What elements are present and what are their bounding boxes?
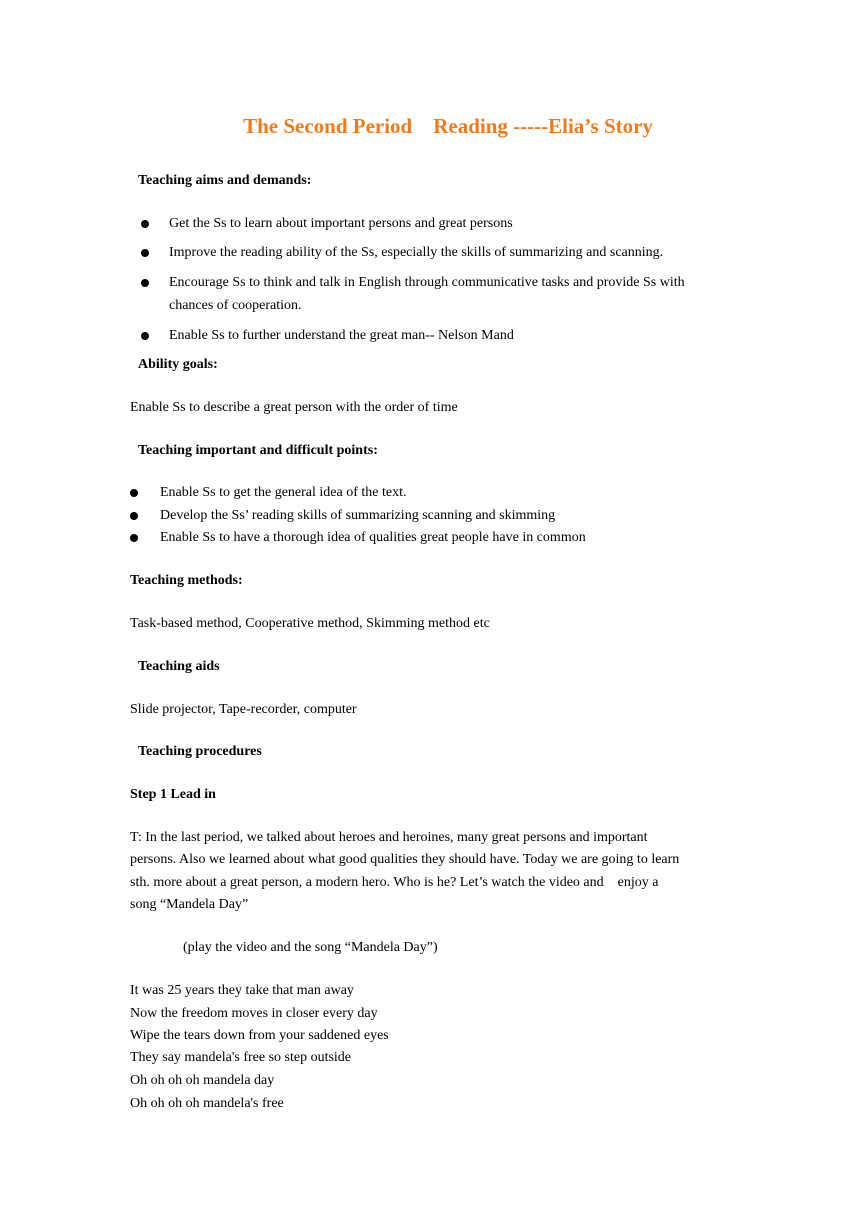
bullet-icon	[130, 512, 138, 520]
ability-text: Enable Ss to describe a great person with the order of time	[130, 400, 458, 415]
aim-item: Encourage Ss to think and talk in English through communicative tasks and provide Ss with	[169, 275, 685, 290]
methods-heading: Teaching methods:	[130, 573, 243, 588]
song-line: Oh oh oh oh mandela day	[130, 1073, 275, 1088]
aim-item-continuation: chances of cooperation.	[169, 298, 302, 313]
document-title: The Second Period Reading -----Elia’s Story	[243, 114, 653, 138]
bullet-icon	[141, 249, 149, 257]
aids-heading: Teaching aids	[138, 659, 220, 674]
point-item: Enable Ss to get the general idea of the text.	[160, 485, 407, 500]
bullet-icon	[130, 489, 138, 497]
step1-heading: Step 1 Lead in	[130, 787, 216, 802]
step1-line: persons. Also we learned about what good qualities they should have. Today we are going to learn	[130, 852, 680, 867]
bullet-icon	[141, 279, 149, 287]
song-line: Now the freedom moves in closer every day	[130, 1006, 378, 1021]
points-heading: Teaching important and difficult points:	[138, 443, 378, 458]
step1-line: T: In the last period, we talked about heroes and heroines, many great persons and important	[130, 830, 648, 845]
song-line: Wipe the tears down from your saddened eyes	[130, 1028, 389, 1043]
bullet-icon	[141, 220, 149, 228]
methods-text: Task-based method, Cooperative method, Skimming method etc	[130, 616, 490, 631]
aim-item: Get the Ss to learn about important persons and great persons	[169, 216, 513, 231]
song-line: Oh oh oh oh mandela's free	[130, 1096, 284, 1111]
song-line: It was 25 years they take that man away	[130, 983, 354, 998]
bullet-icon	[141, 332, 149, 340]
play-note: (play the video and the song “Mandela Day”)	[183, 940, 438, 955]
song-line: They say mandela's free so step outside	[130, 1050, 352, 1065]
point-item: Develop the Ss’ reading skills of summarizing scanning and skimming	[160, 508, 556, 523]
step1-line: sth. more about a great person, a modern hero. Who is he? Let’s watch the video and enjoy a	[130, 875, 659, 890]
ability-heading: Ability goals:	[138, 357, 218, 372]
step1-line: song “Mandela Day”	[130, 897, 249, 912]
aims-heading: Teaching aims and demands:	[138, 173, 312, 188]
aim-item: Improve the reading ability of the Ss, especially the skills of summarizing and scanning.	[169, 245, 664, 260]
bullet-icon	[130, 534, 138, 542]
aids-text: Slide projector, Tape-recorder, computer	[130, 702, 357, 717]
point-item: Enable Ss to have a thorough idea of qualities great people have in common	[160, 530, 586, 545]
aim-item: Enable Ss to further understand the great man-- Nelson Mand	[169, 328, 514, 343]
procedures-heading: Teaching procedures	[138, 744, 262, 759]
